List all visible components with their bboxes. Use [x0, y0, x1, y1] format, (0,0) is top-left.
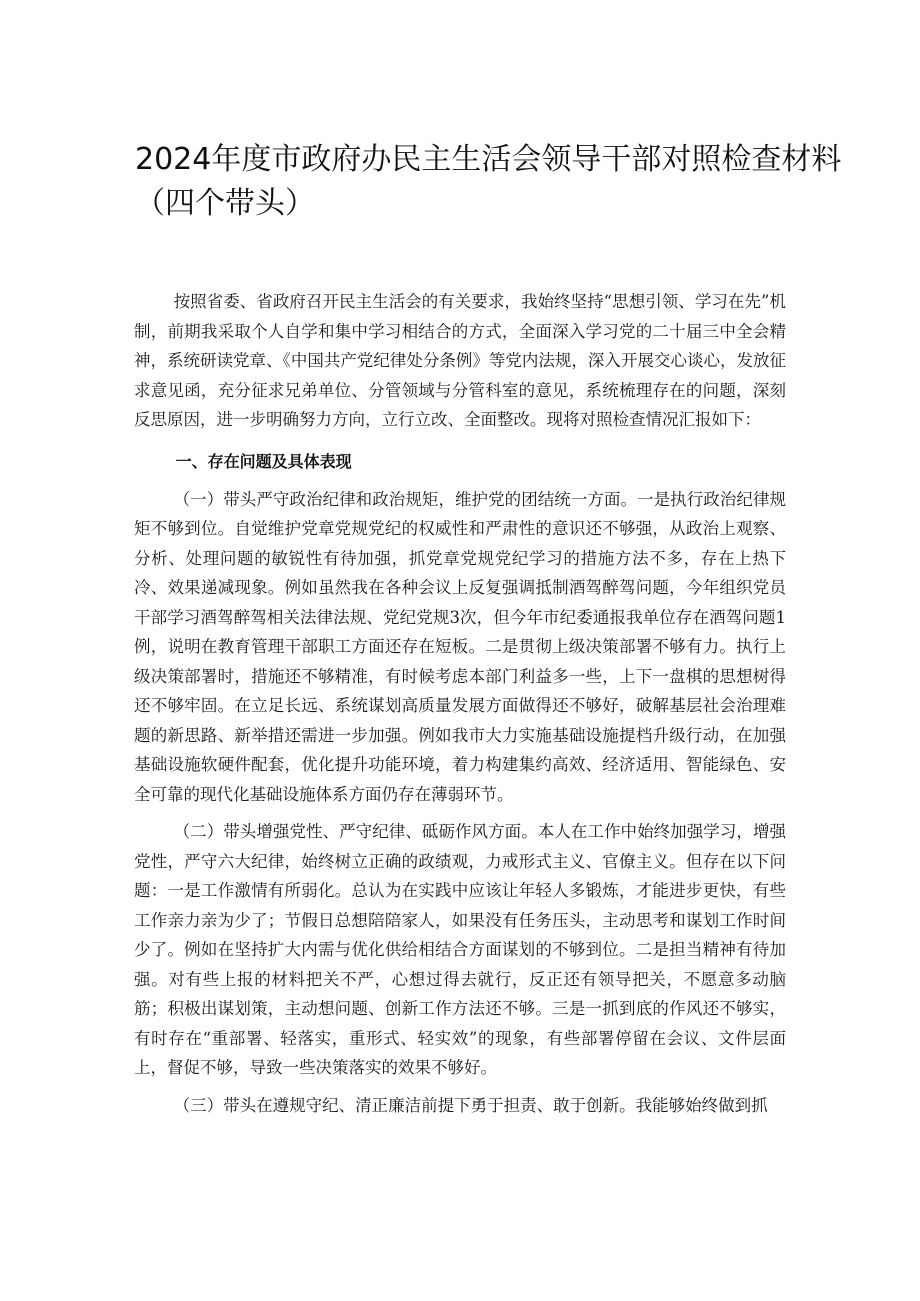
intro-paragraph: 按照省委、省政府召开民主生活会的有关要求，我始终坚持“思想引领、学习在先”机制，前期我采取个人自学和集中学习相结合的方式，全面深入学习党的二十届三中全会精神，系统研读党章、《中国共产党纪律处分条例》等党内法规，深入开展交心谈心，发放征求意见函，充分征求兄弟单位、分管领域与分管科室的意见，系统梳理存在的问题，深刻反思原因，进一步明确努力方向，立行立改、全面整改。现将对照检查情况汇报如下：	[134, 292, 786, 429]
document-body	[134, 287, 786, 1120]
paragraph-1: （一）带头严守政治纪律和政治规矩，维护党的团结统一方面。一是执行政治纪律规矩不够到位。自觉维护党章党规党纪的权威性和严肃性的意识还不够强，从政治上观察、分析、处理问题的敏锐性有待加强，抓党章党规党纪学习的措施方法不多，存在上热下冷、效果递减现象。例如虽然我在各种会议上反复强调抵制酒驾醉驾问题，今年组织党员干部学习酒驾醉驾相关法律法规、党纪党规3次，但今年市纪委通报我单位存在酒驾问题1例，说明在教育管理干部职工方面还存在短板。二是贯彻上级决策部署不够有力。执行上级决策部署时，措施还不够精准，有时候考虑本部门利益多一些，上下一盘棋的思想树得还不够牢固。在立足长远、系统谋划高质量发展方面做得还不够好，破解基层社会治理难题的新思路、新举措还需进一步加强。例如我市大力实施基础设施提档升级行动，在加强基础设施软硬件配套，优化提升功能环境，着力构建集约高效、经济适用、智能绿色、安全可靠的现代化基础设施体系方面仍存在薄弱环节。	[134, 489, 786, 804]
title-line-2: （四个带头）	[135, 186, 315, 221]
title-line-1: 2024年度市政府办民主生活会领导干部对照检查材料	[135, 142, 842, 177]
document-title	[135, 138, 842, 226]
section-heading-1: 一、存在问题及具体表现	[175, 451, 352, 471]
paragraph-3: （三）带头在遵规守纪、清正廉洁前提下勇于担责、敢于创新。我能够始终做到抓	[173, 1095, 768, 1115]
paragraph-2: （二）带头增强党性、严守纪律、砥砺作风方面。本人在工作中始终加强学习，增强党性，严守六大纪律，始终树立正确的政绩观，力戒形式主义、官僚主义。但存在以下问题：一是工作激情有所弱化。总认为在实践中应该让年轻人多锻炼，才能进步更快，有些工作亲力亲为少了；节假日总想陪陪家人，如果没有任务压头，主动思考和谋划工作时间少了。例如在坚持扩大内需与优化供给相结合方面谋划的不够到位。二是担当精神有待加强。对有些上报的材料把关不严，心想过得去就行，反正还有领导把关，不愿意多动脑筋；积极出谋划策，主动想问题、创新工作方法还不够。三是一抓到底的作风还不够实，有时存在“重部署、轻落实，重形式、轻实效”的现象，有些部署停留在会议、文件层面上，督促不够，导致一些决策落实的效果不够好。	[134, 822, 786, 1077]
